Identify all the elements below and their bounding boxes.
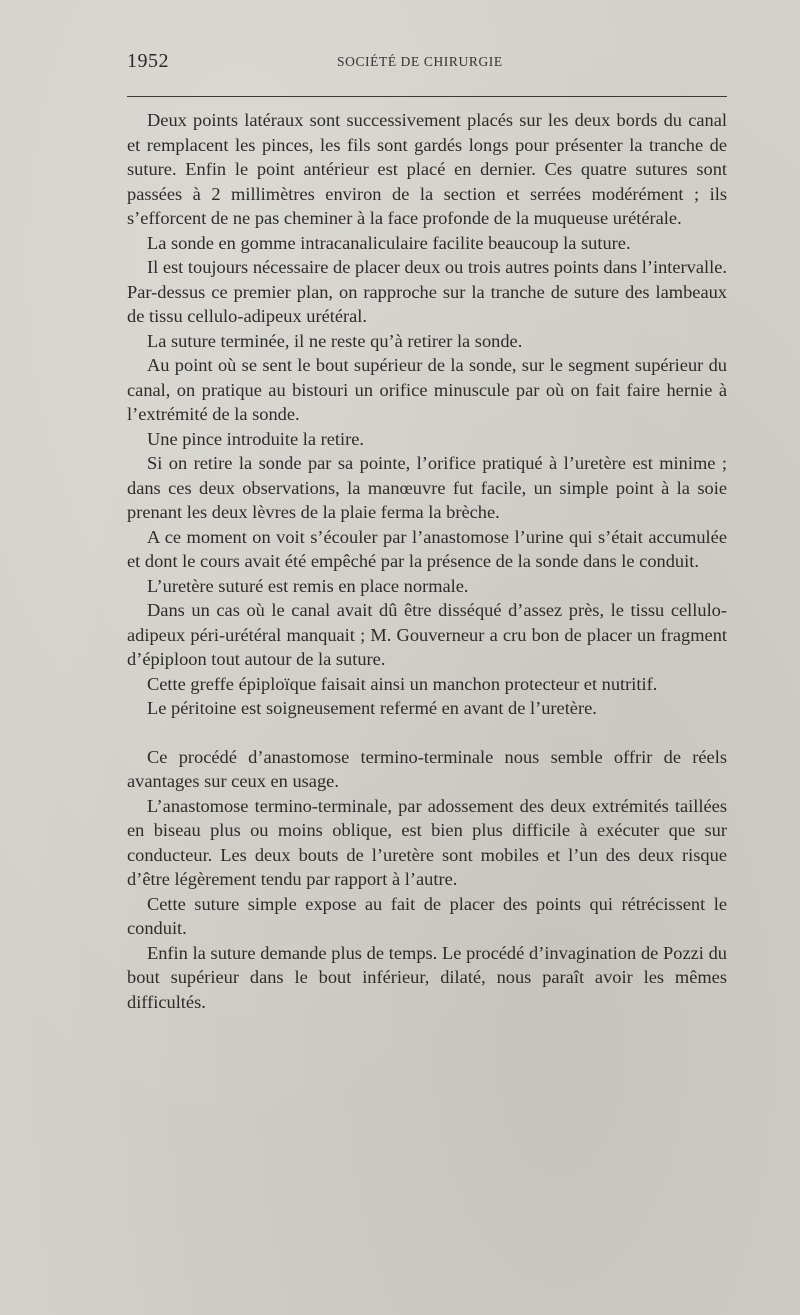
paragraph: L’uretère suturé est remis en place normale. <box>147 575 469 596</box>
paragraph: Une pince introduite la retire. <box>147 428 365 449</box>
paragraph: A ce moment on voit s’écouler par l’anastomose l’urine qui s’était accumulée et dont le cours avait été empêché par la présence de la sonde dans le conduit. <box>127 526 727 571</box>
paragraph: Ce procédé d’anastomose termino-terminale nous semble offrir de réels avantages sur ceux en usage. <box>127 746 727 791</box>
paragraph: Si on retire la sonde par sa pointe, l’orifice pratiqué à l’uretère est minime ; dans ces deux observations, la manœuvre fut facile, un simple point à la soie prenant les deux lèvres de la plaie ferma la brèche. <box>127 453 727 522</box>
paragraph: Deux points latéraux sont successivement placés sur les deux bords du canal et remplacent les pinces, les fils sont gardés longs pour présenter la tranche de suture. Enfin le point antérieur est placé en dernier. Ces quatre sutures sont passées à 2 millimètres environ de la section et serrées modérément ; ils s’efforcent de ne pas cheminer à la face profonde de la muqueuse urétérale. <box>127 110 727 228</box>
header-rule <box>127 96 727 97</box>
paragraph: La sonde en gomme intracanaliculaire facilite beaucoup la suture. <box>147 232 631 253</box>
paragraph: Dans un cas où le canal avait dû être disséqué d’assez près, le tissu cellulo-adipeux péri-urétéral manquait ; M. Gouverneur a cru bon de placer un fragment d’épiploon tout autour de la suture. <box>127 600 727 669</box>
body-text <box>127 108 727 1014</box>
paragraph: La suture terminée, il ne reste qu’à retirer la sonde. <box>147 330 523 351</box>
journal-title: SOCIÉTÉ DE CHIRURGIE <box>337 54 503 69</box>
paragraph: Au point où se sent le bout supérieur de la sonde, sur le segment supérieur du canal, on pratique au bistouri un orifice minuscule par où on fait faire hernie à l’extrémité de la sonde. <box>127 355 727 424</box>
paragraph: Enfin la suture demande plus de temps. Le procédé d’invagination de Pozzi du bout supérieur dans le bout inférieur, dilaté, nous paraît avoir les mêmes difficultés. <box>127 942 727 1012</box>
paragraph: L’anastomose termino-terminale, par adossement des deux extrémités taillées en biseau plus ou moins oblique, est bien plus difficile à exécuter que sur conducteur. Les deux bouts de l’uretère sont mobiles et l’un des deux risque d’être légèrement tendu par rapport à l’autre. <box>127 795 727 889</box>
paragraph: Cette suture simple expose au fait de placer des points qui rétrécissent le conduit. <box>127 893 727 938</box>
paragraph: Il est toujours nécessaire de placer deux ou trois autres points dans l’intervalle. Par-dessus ce premier plan, on rapproche sur la tranche de suture des lambeaux de tissu cellulo-adipeux urétéral. <box>127 257 727 326</box>
paragraph: Le péritoine est soigneusement refermé en avant de l’uretère. <box>147 698 597 718</box>
page-number: 1952 <box>127 50 169 72</box>
running-head <box>127 50 727 82</box>
paragraph: Cette greffe épiploïque faisait ainsi un manchon protecteur et nutritif. <box>147 673 658 694</box>
